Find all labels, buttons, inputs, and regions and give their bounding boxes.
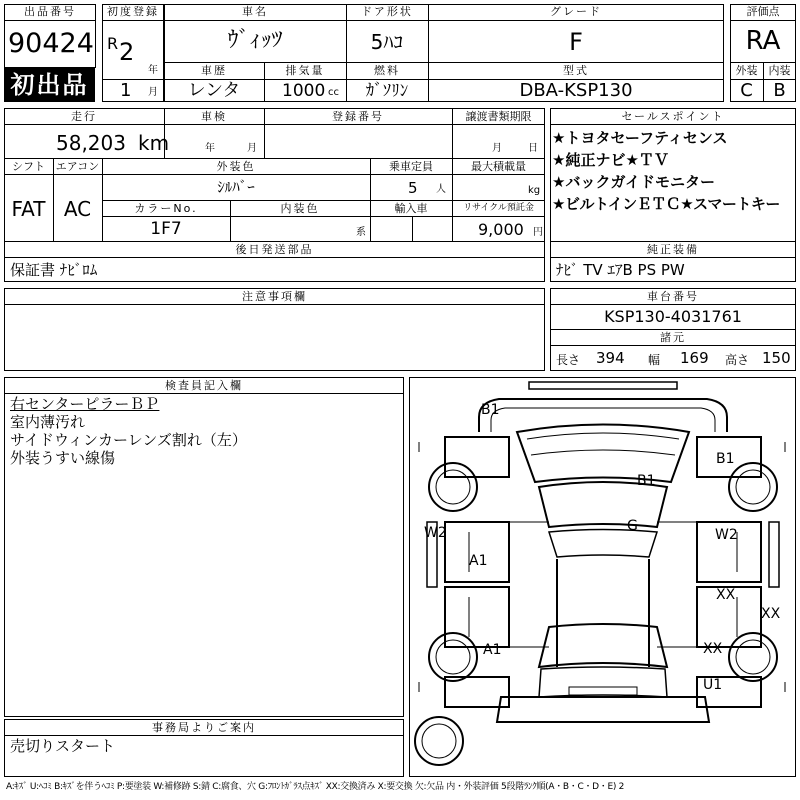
transfer-month-unit: 月 (492, 143, 502, 154)
capacity-unit: 人 (436, 184, 446, 195)
displacement-unit: cc (328, 87, 339, 98)
inspector-line: 外装うすい線傷 (10, 449, 116, 467)
office-note: 売切りスタート (10, 737, 116, 755)
inspection-label: 車検 (201, 110, 227, 123)
transfer-label: 譲渡書類期限 (465, 110, 532, 123)
import-label: 輸入車 (394, 202, 428, 215)
svg-text:B1: B1 (481, 402, 500, 418)
svg-text:B1: B1 (637, 473, 656, 489)
era: R (107, 34, 119, 53)
history: レンタ (187, 80, 241, 101)
width-label: 幅 (648, 353, 661, 367)
interior-grade: B (773, 80, 786, 101)
door-type: 5ﾊｺ (370, 30, 404, 54)
fuel: ｶﾞｿﾘﾝ (365, 81, 409, 101)
mileage: 58,203 (56, 131, 126, 155)
capacity-label: 乗車定員 (389, 160, 433, 173)
car-diagram (409, 377, 796, 777)
reg-no-label: 登録番号 (332, 110, 384, 123)
recycle-unit: 円 (533, 227, 543, 238)
sales-points-label: セールスポイント (621, 110, 725, 123)
lot-number: 90424 (8, 28, 94, 59)
inspection-month-unit: 月 (247, 143, 257, 154)
inspector-label: 検査員記入欄 (165, 379, 243, 392)
year-unit: 年 (148, 65, 158, 76)
length: 394 (596, 349, 625, 367)
transfer-day-unit: 日 (528, 143, 538, 154)
inspector-line: 右センターピラーＢＰ (10, 395, 160, 413)
ac-label: エアコン (55, 160, 100, 173)
grade: F (569, 28, 583, 56)
int-color-label: 内装色 (280, 202, 320, 215)
dims-label: 諸元 (660, 331, 686, 344)
sales-point-item: ★ビルトインＥＴＣ★スマートキー (552, 195, 780, 213)
capacity: 5 (408, 179, 418, 197)
svg-text:XX: XX (761, 606, 781, 622)
width: 169 (680, 349, 709, 367)
sales-point-item: ★トヨタセーフティセンス (552, 129, 728, 147)
equipment: ﾅﾋﾞ TV ｴｱB PS PW (556, 261, 685, 279)
load-label: 最大積載量 (471, 160, 526, 173)
sales-point-item: ★バックガイドモニター (552, 173, 715, 191)
later-parts-label: 後日発送部品 (235, 243, 314, 256)
ac: AC (63, 197, 92, 221)
svg-text:XX: XX (703, 641, 723, 657)
displacement: 1000 (282, 81, 326, 101)
sales-point-item: ★純正ナビ★ＴＶ (552, 151, 669, 169)
svg-text:W2: W2 (424, 525, 447, 541)
model: DBA-KSP130 (519, 80, 633, 101)
score: RA (745, 26, 781, 56)
recycle-amount: 9,000 (478, 220, 524, 239)
reg-month: 1 (120, 80, 132, 101)
door-label: ドア形状 (361, 5, 413, 18)
svg-text:XX: XX (716, 587, 736, 603)
exterior-label: 外装 (735, 64, 758, 77)
height: 150 (762, 349, 791, 367)
chassis-number: KSP130-4031761 (604, 307, 742, 326)
exterior-grade: C (740, 80, 753, 101)
month-unit: 月 (148, 87, 158, 98)
ext-color: ｼﾙﾊﾞｰ (217, 178, 255, 196)
mileage-unit: km (138, 131, 170, 155)
svg-text:W2: W2 (715, 527, 738, 543)
score-label: 評価点 (746, 5, 780, 18)
color-no: 1F7 (150, 219, 182, 239)
int-color-unit: 系 (356, 227, 366, 238)
model-label: 型式 (563, 64, 589, 77)
inspector-line: 室内薄汚れ (10, 413, 86, 431)
inspector-line: サイドウィンカーレンズ割れ（左） (10, 431, 247, 449)
shift: FAT (11, 197, 46, 221)
load-unit: kg (528, 185, 541, 196)
mileage-label: 走行 (71, 110, 97, 123)
car-name: ｳﾞｨｯﾂ (227, 28, 283, 53)
recycle-label: リサイクル預託金 (463, 203, 534, 213)
svg-text:B1: B1 (716, 451, 735, 467)
length-label: 長さ (556, 353, 581, 367)
shift-label: シフト (12, 160, 45, 173)
history-label: 車歴 (201, 64, 227, 77)
fuel-label: 燃料 (374, 64, 400, 77)
later-parts: 保証書 ﾅﾋﾞﾛﾑ (10, 261, 98, 279)
car-name-label: 車名 (242, 5, 268, 18)
chassis-label: 車台番号 (647, 290, 699, 303)
svg-text:G: G (627, 518, 638, 534)
equipment-label: 純正装備 (647, 243, 699, 256)
height-label: 高さ (725, 353, 750, 367)
ext-color-label: 外装色 (216, 160, 256, 173)
displacement-label: 排気量 (285, 64, 325, 77)
office-label: 事務局よりご案内 (152, 721, 256, 734)
svg-text:A1: A1 (469, 553, 488, 569)
inspection-year-unit: 年 (205, 143, 215, 154)
era-year: 2 (119, 38, 135, 66)
svg-text:A1: A1 (483, 642, 502, 658)
grade-label: グレード (550, 5, 602, 18)
first-reg-label: 初度登録 (107, 5, 159, 18)
first-listing-badge: 初出品 (4, 68, 95, 102)
interior-label: 内装 (768, 64, 791, 77)
lot-label: 出品番号 (24, 5, 76, 18)
legend: A:ｷｽﾞ U:ﾍｺﾐ B:ｷｽﾞを伴うﾍｺﾐ P:要塗装 W:補修跡 S:錆 C:腐食、穴 G:ﾌﾛﾝﾄｶﾞﾗｽ点ｷｽﾞ XX:交換済み X:要交換 欠:欠品 内・外装評価 5段階ﾗﾝｸ順(A・B・C・D・E) 2 (6, 782, 625, 792)
svg-text:U1: U1 (703, 677, 723, 693)
notes-label: 注意事項欄 (242, 290, 307, 303)
color-no-label: カラーNo. (134, 202, 198, 215)
